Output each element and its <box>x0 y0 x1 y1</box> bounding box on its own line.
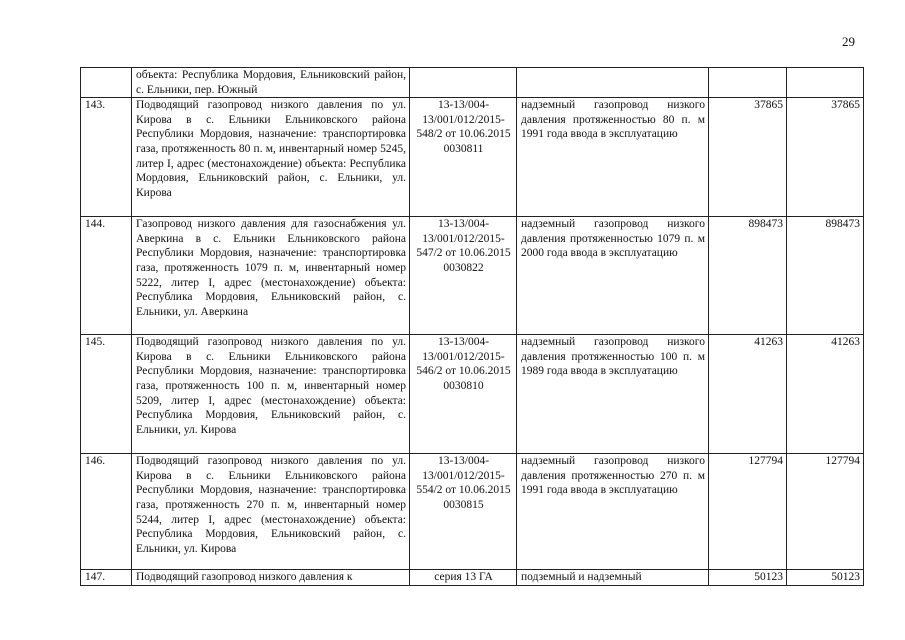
row-number: 143. <box>81 98 132 217</box>
object-characteristics: надземный газопровод низкого давления протяженностью 270 п. м 1991 года ввода в эксплуатацию <box>517 454 709 570</box>
row-number: 147. <box>81 570 132 586</box>
value-column-1: 41263 <box>709 335 787 454</box>
property-registry-table <box>80 67 864 586</box>
table-row <box>81 454 864 570</box>
row-number <box>81 68 132 98</box>
registration-number: 13-13/004-13/001/012/2015-554/2 от 10.06.2015 0030815 <box>410 454 517 570</box>
table-row <box>81 217 864 335</box>
object-characteristics: надземный газопровод низкого давления протяженностью 1079 п. м 2000 года ввода в эксплуатацию <box>517 217 709 335</box>
value-column-1: 898473 <box>709 217 787 335</box>
value-column-2: 50123 <box>787 570 864 586</box>
value-column-2: 127794 <box>787 454 864 570</box>
value-column-2: 898473 <box>787 217 864 335</box>
value-column-1: 50123 <box>709 570 787 586</box>
object-description: Подводящий газопровод низкого давления по ул. Кирова в с. Ельники Ельниковского района Республики Мордовия, назначение: транспортировка газа, протяженность 80 п. м, инвентарный номер 5245, литер I, адрес (местонахождение) объекта: Республика Мордовия, Ельниковский район, с. Ельники, ул. Кирова <box>132 98 410 217</box>
value-column-2 <box>787 68 864 98</box>
row-number: 146. <box>81 454 132 570</box>
object-description: Газопровод низкого давления для газоснабжения ул. Аверкина в с. Ельники Ельниковского района Республики Мордовия, назначение: транспортировка газа, протяженность 1079 п. м, инвентарный номер 5222, литер I, адрес (местонахождение) объекта: Республика Мордовия, Ельниковский район, с. Ельники, ул. Аверкина <box>132 217 410 335</box>
value-column-2: 37865 <box>787 98 864 217</box>
table-row <box>81 68 864 98</box>
object-characteristics <box>517 68 709 98</box>
table-row <box>81 98 864 217</box>
value-column-1 <box>709 68 787 98</box>
value-column-1: 37865 <box>709 98 787 217</box>
registration-number: 13-13/004-13/001/012/2015-548/2 от 10.06.2015 0030811 <box>410 98 517 217</box>
value-column-1: 127794 <box>709 454 787 570</box>
object-characteristics: надземный газопровод низкого давления протяженностью 100 п. м 1989 года ввода в эксплуатацию <box>517 335 709 454</box>
table-row <box>81 335 864 454</box>
registration-number <box>410 68 517 98</box>
value-column-2: 41263 <box>787 335 864 454</box>
registration-number: серия 13 ГА <box>410 570 517 586</box>
object-description: Подводящий газопровод низкого давления по ул. Кирова в с. Ельники Ельниковского района Республики Мордовия, назначение: транспортировка газа, протяженность 100 п. м, инвентарный номер 5209, литер I, адрес (местонахождение) объекта: Республика Мордовия, Ельниковский район, с. Ельники, ул. Кирова <box>132 335 410 454</box>
registration-number: 13-13/004-13/001/012/2015-547/2 от 10.06.2015 0030822 <box>410 217 517 335</box>
row-number: 144. <box>81 217 132 335</box>
object-description: Подводящий газопровод низкого давления к <box>132 570 410 586</box>
object-characteristics: надземный газопровод низкого давления протяженностью 80 п. м 1991 года ввода в эксплуатацию <box>517 98 709 217</box>
object-characteristics: подземный и надземный <box>517 570 709 586</box>
registration-number: 13-13/004-13/001/012/2015-546/2 от 10.06.2015 0030810 <box>410 335 517 454</box>
object-description: Подводящий газопровод низкого давления по ул. Кирова в с. Ельники Ельниковского района Республики Мордовия, назначение: транспортировка газа, протяженность 270 п. м, инвентарный номер 5244, литер I, адрес (местонахождение) объекта: Республика Мордовия, Ельниковский район, с. Ельники, ул. Кирова <box>132 454 410 570</box>
table-row <box>81 570 864 586</box>
object-description: объекта: Республика Мордовия, Ельниковский район, с. Ельники, пер. Южный <box>132 68 410 98</box>
page-number: 29 <box>842 34 855 49</box>
row-number: 145. <box>81 335 132 454</box>
